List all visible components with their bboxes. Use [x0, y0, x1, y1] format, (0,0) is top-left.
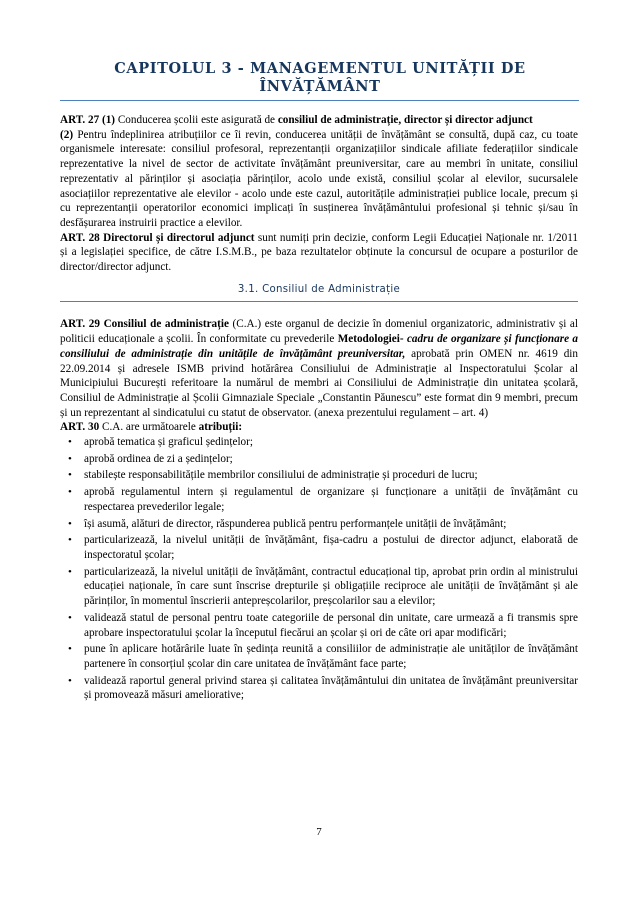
art29-bold1: Metodologiei- [337, 333, 404, 346]
bullet-icon: • [68, 565, 72, 578]
art27-text2: Pentru îndeplinirea atribuțiilor ce îi revin, conducerea unității de învățământ se consultă, după caz, cu toate organismele interesate: consiliul profesoral, reprezentanții organizațiilor sindicale afiliate federațiilor sindicale reprezentative la nivel de sector de activitate învățământ preuniversitar, care au membri în unitate, consiliul reprezentativ al părinților și asociația părinților, acolo unde există, consiliul școlar al elevilor, sucursalele asociațiilor reprezentative ale elevilor - acolo unde este cazul, autoritățile administrației publice locale, precum și cu reprezentanții operatorilor economici implicați în susținerea învățământului profesional și tehnic și/sau în desfășurarea instruirii practice a elevilor. [60, 128, 578, 229]
art30-paragraph [60, 420, 578, 435]
list-item [60, 452, 578, 467]
art29-label: ART. 29 Consiliul de administrație [60, 318, 229, 331]
attributions-list [60, 435, 578, 703]
list-item-text: își asumă, alături de director, răspunderea publică pentru performanțele unității de învățământ; [84, 517, 507, 530]
list-item [60, 642, 578, 671]
art27-label-2: (2) [60, 128, 74, 141]
art30-bold: atribuții: [198, 421, 243, 434]
list-item-text: aprobă ordinea de zi a ședințelor; [84, 452, 233, 465]
list-item [60, 565, 578, 609]
chapter-title-line-1: CAPITOLUL 3 - MANAGEMENTUL UNITĂȚII DE [114, 60, 526, 77]
chapter-title-line-2: ÎNVĂȚĂMÂNT [259, 78, 381, 95]
list-item [60, 533, 578, 562]
bullet-icon: • [68, 436, 72, 449]
bullet-icon: • [68, 469, 72, 482]
page-number: 7 [316, 826, 322, 838]
list-item-text: validează statul de personal pentru toate categoriile de personal din unitate, care urmează a fi transmis spre aprobare inspectoratului școlar la începutul fiecărui an școlar și ori de câte ori apar modificări; [84, 611, 578, 639]
art29-text1: (C.A.) este organul de decizie în domeniul organizatoric, administrativ și al politicii educaționale a școlii. În conformitate cu prevederile [60, 318, 578, 346]
list-item-text: aprobă tematica și graficul ședințelor; [84, 436, 253, 449]
art27-paragraph [60, 113, 578, 128]
bullet-icon: • [68, 674, 72, 687]
section-divider [60, 301, 578, 302]
art28-text: sunt numiți prin decizie, conform Legii Educației Naționale nr. 1/2011 și a legislației specifice, de către I.S.M.B., pe baza rezultatelor obținute la concursul de ocupare a posturilor de director/director adjunct. [60, 231, 578, 274]
list-item-text: validează raportul general privind starea și calitatea învățământului din unitatea de învățământ preuniversitar și promovează măsuri ameliorative; [84, 674, 578, 702]
section-heading: 3.1. Consiliul de Administrație [237, 283, 401, 295]
art27-paragraph-2 [60, 128, 578, 231]
art27-label: ART. 27 (1) [60, 114, 116, 126]
art27-bold1: consiliul de administrație, director și director adjunct [277, 114, 533, 126]
art29-text2: aprobată prin OMEN nr. 4619 din 22.09.2014 și adresele ISMB privind hotărârea Consiliului de Administrație al Inspectoratului Școlar al Municipiului București referitoare la numărul de membri ai Consiliului de Administrație din unitatea școlară, Consiliul de Administrație al Școlii Gimnaziale Speciale „Constantin Păunescu” este format din 9 membri, precum și un reprezentant al sindicatului cu statut de observator. (anexa prezentului regulament – art. 4) [60, 347, 578, 419]
art30-label: ART. 30 [60, 421, 100, 434]
title-divider [60, 100, 579, 101]
list-item-text: pune în aplicare hotărârile luate în ședința reunită a consiliilor de administrație ale unităților de învățământ partenere în consorțiul școlar din care unitatea de învățământ face parte; [84, 643, 578, 670]
list-item-text: particularizează, la nivelul unității de învățământ, contractul educațional tip, aprobat prin ordin al ministrului educației naționale, în care sunt înscrise drepturile și obligațiile reciproce ale unității de învățământ și ale părinților, în momentul înscrierii antepreșcolarilor, preșcolarilor sau a elevilor; [84, 565, 578, 608]
list-item [60, 674, 578, 703]
art27-text1: Conducerea școlii este asigurată de [115, 114, 278, 126]
list-item-text: particularizează, la nivelul unității de învățământ, fișa-cadru a postului de director adjunct, elaborată de inspectoratul școlar; [84, 534, 578, 561]
bullet-icon: • [68, 643, 72, 656]
document-body [60, 113, 578, 705]
list-item [60, 611, 578, 640]
art28-label: ART. 28 Directorul și directorul adjunct [60, 231, 255, 244]
chapter-title [60, 60, 580, 96]
bullet-icon: • [68, 517, 72, 530]
bullet-icon: • [68, 452, 72, 465]
list-item-text: aprobă regulamentul intern și regulamentul de organizare și funcționare a unității de învățământ cu respectarea prevederilor legale; [84, 486, 578, 513]
art30-text: C.A. are următoarele [99, 421, 199, 434]
list-item [60, 435, 578, 450]
art28-paragraph [60, 231, 578, 275]
list-item [60, 468, 578, 483]
art29-bold-italic: cadru de organizare și funcționare a consiliului de administrație din unitățile de învățământ preuniversitar, [60, 333, 579, 360]
list-item [60, 485, 578, 514]
bullet-icon: • [68, 534, 72, 547]
art29-paragraph [60, 317, 578, 420]
bullet-icon: • [68, 486, 72, 499]
list-item-text: stabilește responsabilitățile membrilor consiliului de administrație și proceduri de lucru; [84, 469, 478, 482]
list-item [60, 517, 578, 532]
bullet-icon: • [68, 611, 72, 624]
